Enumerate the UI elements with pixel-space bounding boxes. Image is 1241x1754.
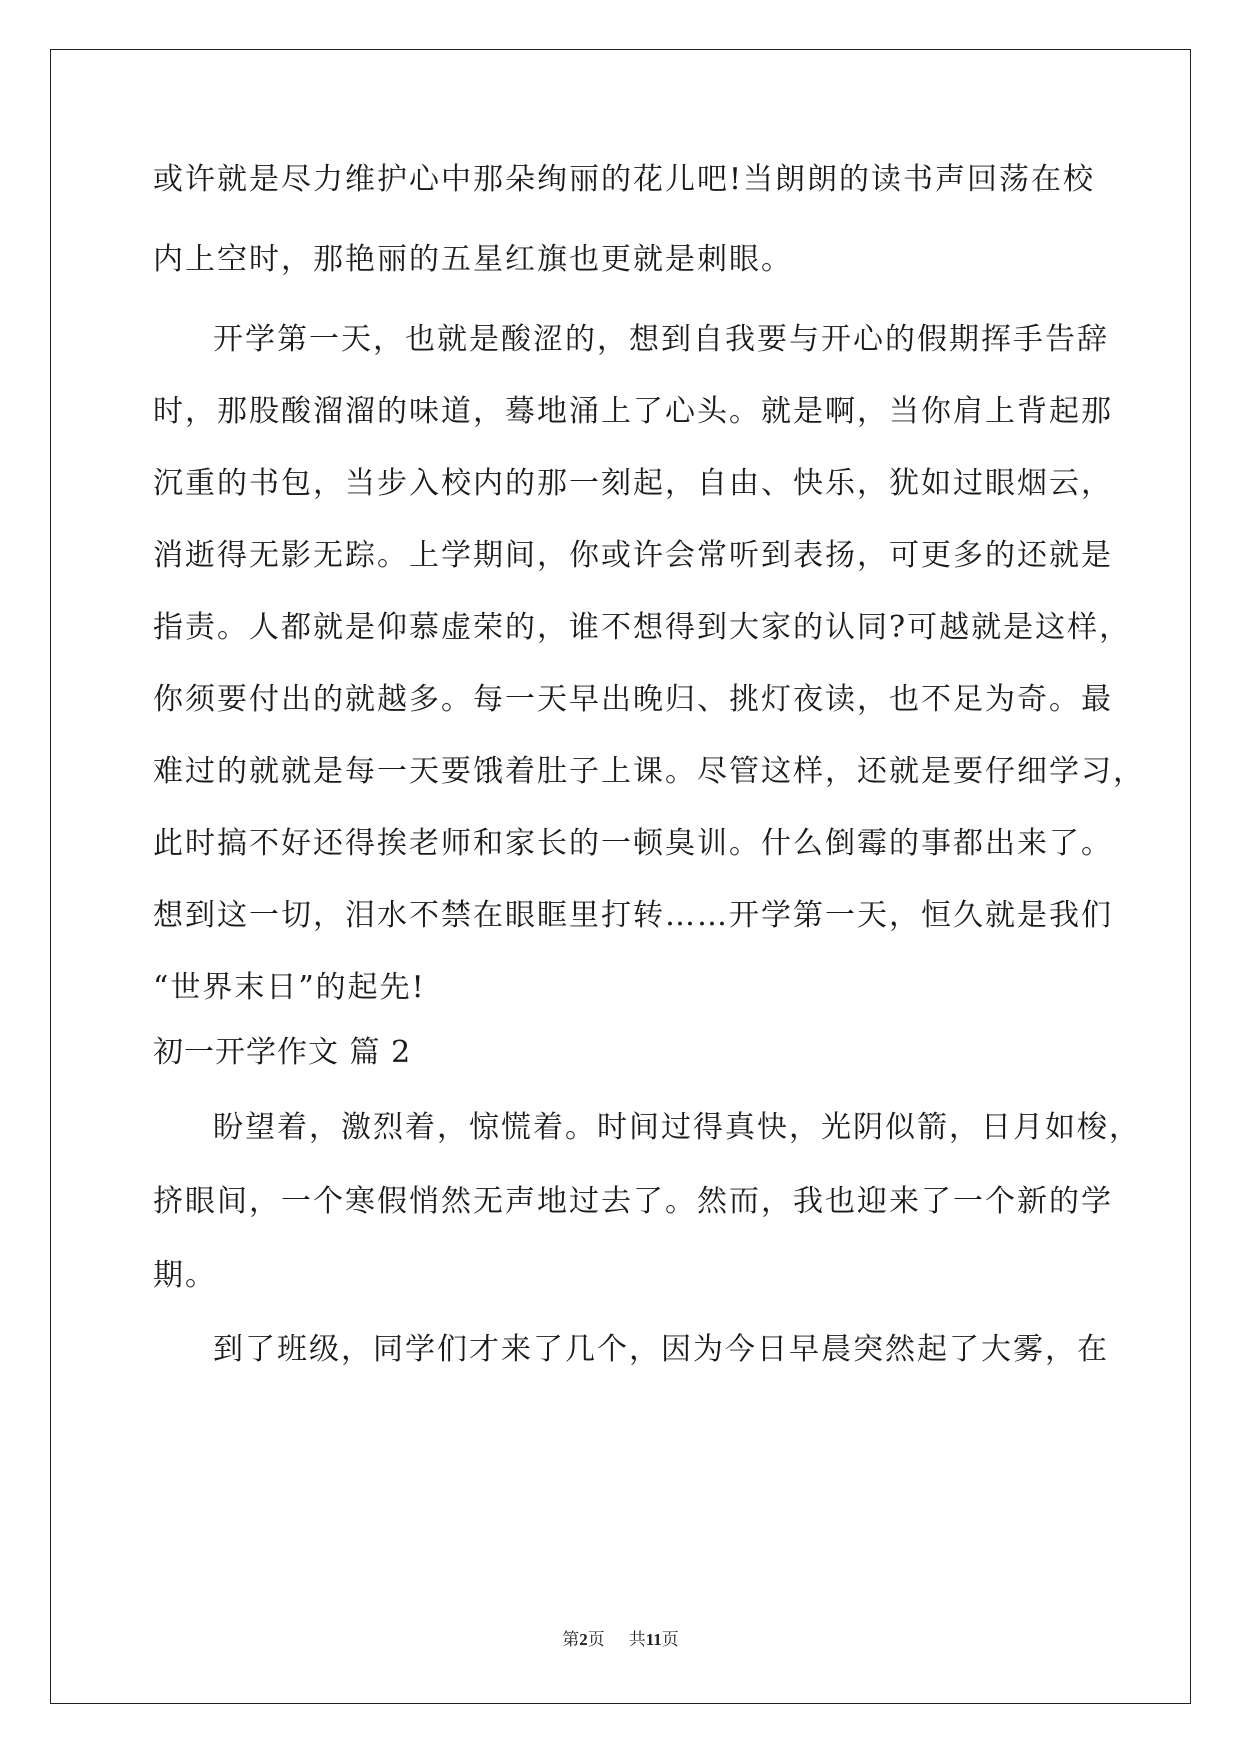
text-line: 期。 <box>153 1258 217 1293</box>
text-line: 你须要付出的就越多。每一天早出晚归、挑灯夜读，也不足为奇。最 <box>153 682 1113 717</box>
footer-page-suffix: 页 <box>587 1630 605 1649</box>
text-line: 想到这一切，泪水不禁在眼眶里打转……开学第一天，恒久就是我们 <box>153 898 1113 933</box>
footer-total-suffix: 页 <box>661 1630 679 1649</box>
text-line: 挤眼间，一个寒假悄然无声地过去了。然而，我也迎来了一个新的学 <box>153 1184 1113 1219</box>
text-line: 沉重的书包，当步入校内的那一刻起，自由、快乐，犹如过眼烟云， <box>153 466 1113 501</box>
text-line: 消逝得无影无踪。上学期间，你或许会常听到表扬，可更多的还就是 <box>153 538 1113 573</box>
page-border <box>50 49 1191 1704</box>
page-footer <box>0 1628 1241 1652</box>
text-line: 或许就是尽力维护心中那朵绚丽的花儿吧!当朗朗的读书声回荡在校 <box>153 162 1096 197</box>
text-line: 内上空时，那艳丽的五星红旗也更就是刺眼。 <box>153 242 793 277</box>
text-line: “世界末日”的起先! <box>153 970 426 1005</box>
text-line: 难过的就就是每一天要饿着肚子上课。尽管这样，还就是要仔细学习， <box>153 754 1145 789</box>
footer-total-prefix: 共 <box>628 1630 646 1649</box>
footer-prefix: 第 <box>562 1630 580 1649</box>
section-heading: 初一开学作文 篇 2 <box>153 1035 412 1070</box>
text-line: 指责。人都就是仰慕虚荣的，谁不想得到大家的认同?可越就是这样， <box>153 610 1132 645</box>
text-line: 时，那股酸溜溜的味道，蓦地涌上了心头。就是啊，当你肩上背起那 <box>153 394 1113 429</box>
paragraph-start-line: 盼望着，激烈着，惊慌着。时间过得真快，光阴似箭，日月如梭， <box>213 1110 1141 1145</box>
footer-page-number: 2 <box>579 1630 588 1649</box>
text-line: 此时搞不好还得挨老师和家长的一顿臭训。什么倒霉的事都出来了。 <box>153 826 1113 861</box>
footer-total-pages: 11 <box>645 1630 662 1649</box>
paragraph-start-line: 到了班级，同学们才来了几个，因为今日早晨突然起了大雾，在 <box>213 1332 1109 1367</box>
paragraph-start-line: 开学第一天，也就是酸涩的，想到自我要与开心的假期挥手告辞 <box>213 322 1109 357</box>
